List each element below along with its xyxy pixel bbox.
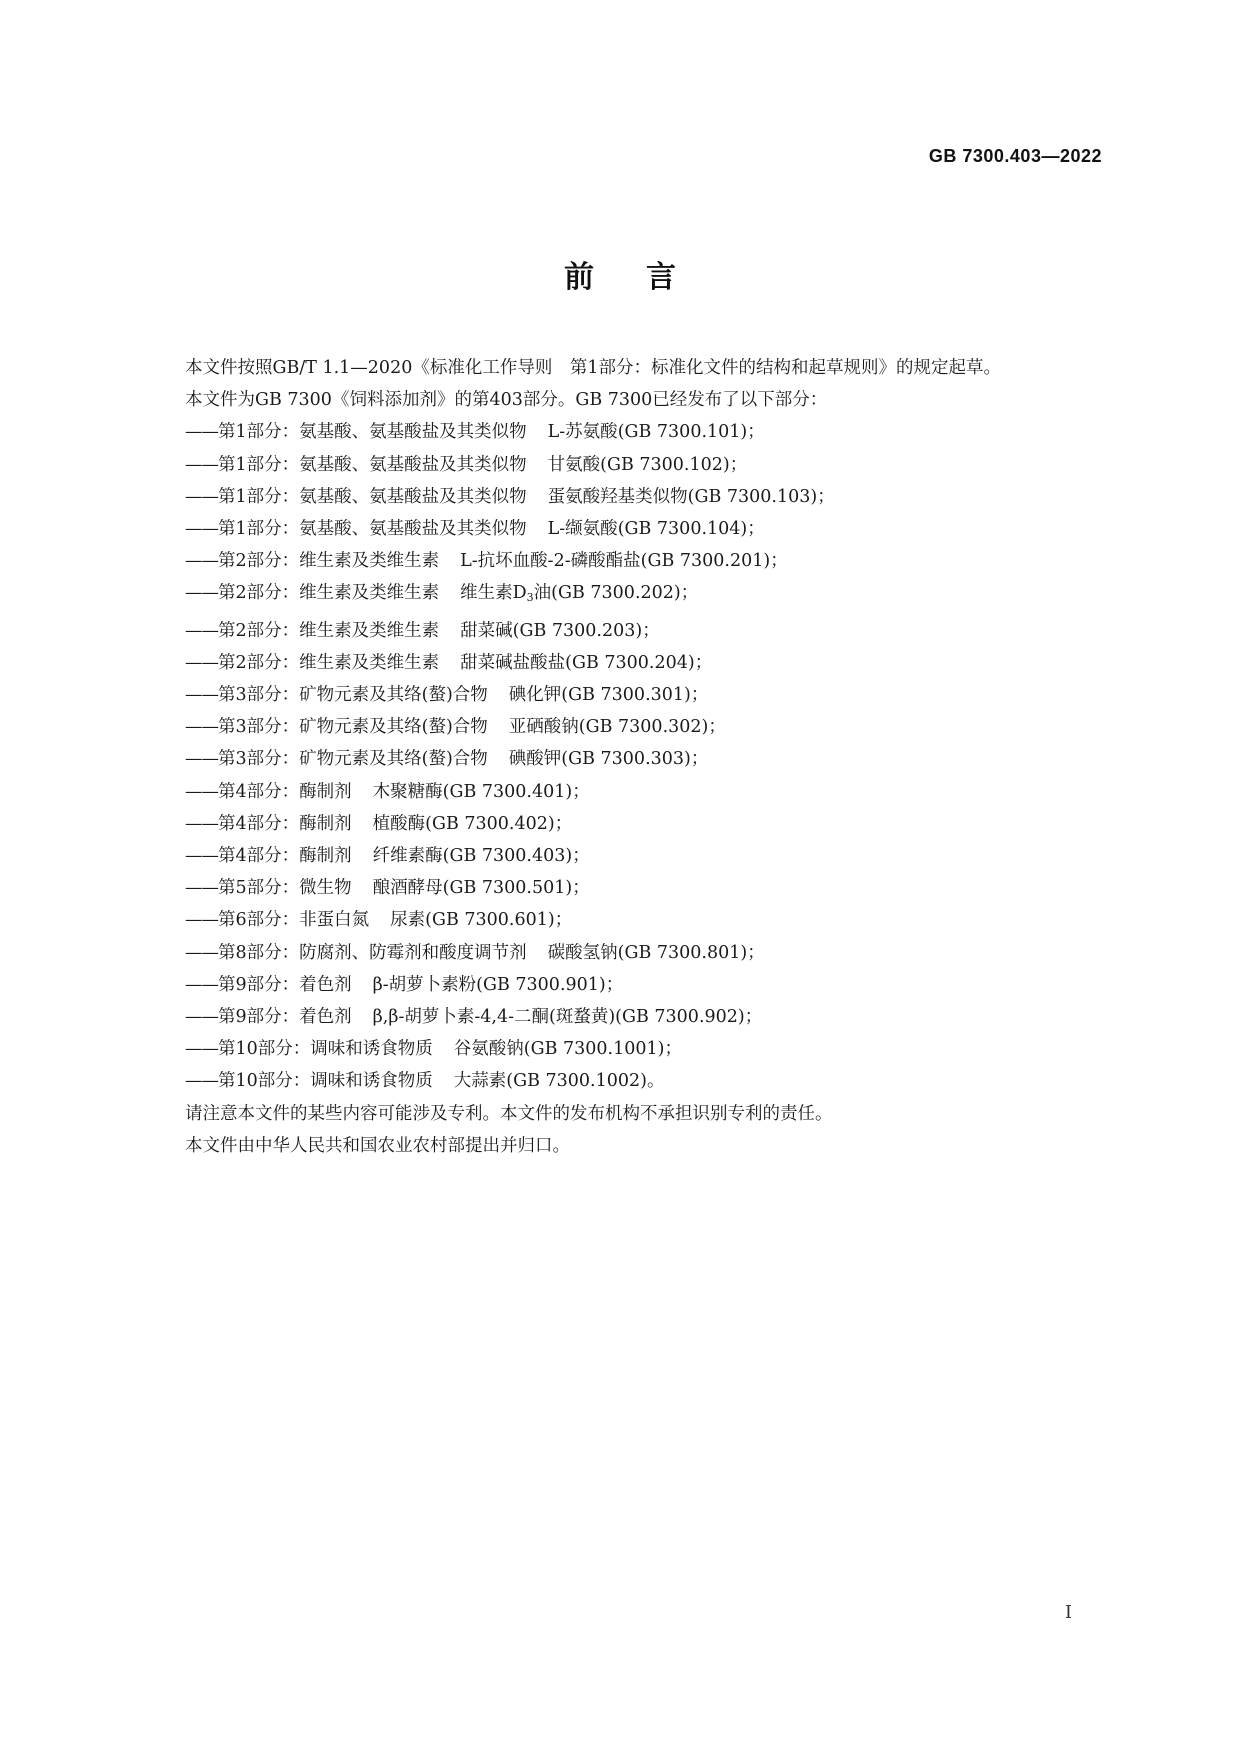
part-category: 第9部分：着色剂 xyxy=(218,1007,352,1028)
part-code: (GB 7300.103)； xyxy=(687,486,835,507)
part-name: 大蒜素 xyxy=(453,1071,507,1092)
part-code: (GB 7300.403)； xyxy=(442,846,590,867)
part-name: 谷氨酸钠 xyxy=(453,1039,524,1060)
list-item xyxy=(150,969,1100,1001)
list-dash: —— xyxy=(185,878,218,899)
list-dash: —— xyxy=(185,685,218,706)
list-item xyxy=(150,743,1100,775)
list-dash: —— xyxy=(185,813,218,834)
part-code: (GB 7300.501)； xyxy=(442,878,590,899)
part-category: 第2部分：维生素及类维生素 xyxy=(218,551,440,572)
part-name: 纤维素酶 xyxy=(372,846,443,867)
patent-notice-paragraph: 请注意本文件的某些内容可能涉及专利。本文件的发布机构不承担识别专利的责任。 xyxy=(185,1103,833,1124)
part-name: L-缬氨酸 xyxy=(547,519,618,540)
part-code: (GB 7300.1002)。 xyxy=(506,1071,665,1092)
part-category: 第3部分：矿物元素及其络(螯)合物 xyxy=(218,717,488,738)
part-code: (GB 7300.102)； xyxy=(600,454,748,475)
list-item xyxy=(150,679,1100,711)
part-category: 第2部分：维生素及类维生素 xyxy=(218,620,440,641)
part-name: β-胡萝卜素粉 xyxy=(372,974,477,995)
part-name: β,β-胡萝卜素-4,4-二酮(斑蝥黄) xyxy=(372,1007,616,1028)
part-category: 第4部分：酶制剂 xyxy=(218,781,352,802)
list-item xyxy=(150,872,1100,904)
list-dash: —— xyxy=(185,422,218,443)
part-name-prefix: 维生素D xyxy=(460,583,527,604)
list-item xyxy=(150,840,1100,872)
list-item xyxy=(150,577,1100,614)
list-item xyxy=(150,937,1100,969)
part-name: L-抗坏血酸-2-磷酸酯盐 xyxy=(460,551,641,572)
list-dash: —— xyxy=(185,519,218,540)
list-dash: —— xyxy=(185,781,218,802)
list-item xyxy=(150,711,1100,743)
list-dash: —— xyxy=(185,942,218,963)
list-dash: —— xyxy=(185,846,218,867)
part-name: 碘化钾 xyxy=(508,685,562,706)
series-statement-paragraph: 本文件为GB 7300《饲料添加剂》的第403部分。GB 7300已经发布了以下部分： xyxy=(185,390,828,411)
page-title: 前言 xyxy=(564,260,728,295)
list-dash: —— xyxy=(185,652,218,673)
part-code: (GB 7300.401)； xyxy=(442,781,590,802)
list-item xyxy=(150,904,1100,936)
part-name: 酿酒酵母 xyxy=(372,878,443,899)
part-name: 碳酸氢钠 xyxy=(547,942,618,963)
part-code: (GB 7300.601)； xyxy=(425,910,573,931)
drafting-rule-paragraph: 本文件按照GB/T 1.1—2020《标准化工作导则 第1部分：标准化文件的结构和起草规则》的规定起草。 xyxy=(185,358,1001,378)
part-category: 第8部分：防腐剂、防霉剂和酸度调节剂 xyxy=(218,942,527,963)
part-code: (GB 7300.204)； xyxy=(565,652,713,673)
part-code: (GB 7300.202)； xyxy=(551,583,699,604)
list-item xyxy=(150,513,1100,545)
list-dash: —— xyxy=(185,1039,218,1060)
proposer-paragraph: 本文件由中华人民共和国农业农村部提出并归口。 xyxy=(185,1135,570,1156)
part-name: 尿素 xyxy=(390,910,426,931)
part-category: 第3部分：矿物元素及其络(螯)合物 xyxy=(218,749,488,770)
list-dash: —— xyxy=(185,1071,218,1092)
part-code: (GB 7300.801)； xyxy=(617,942,765,963)
part-name-subscript: 3 xyxy=(526,591,534,605)
part-category: 第1部分：氨基酸、氨基酸盐及其类似物 xyxy=(218,519,527,540)
part-name: 植酸酶 xyxy=(372,813,426,834)
list-dash: —— xyxy=(185,974,218,995)
part-category: 第5部分：微生物 xyxy=(218,878,352,899)
list-dash: —— xyxy=(185,1007,218,1028)
list-dash: —— xyxy=(185,454,218,475)
part-category: 第1部分：氨基酸、氨基酸盐及其类似物 xyxy=(218,486,527,507)
part-name: 甜菜碱 xyxy=(460,620,513,641)
list-item xyxy=(150,1033,1100,1065)
part-name: 蛋氨酸羟基类似物 xyxy=(547,486,688,507)
part-code: (GB 7300.203)； xyxy=(512,620,660,641)
part-category: 第1部分：氨基酸、氨基酸盐及其类似物 xyxy=(218,454,527,475)
part-code: (GB 7300.101)； xyxy=(617,422,765,443)
part-code: (GB 7300.302)； xyxy=(578,717,726,738)
list-dash: —— xyxy=(185,551,218,572)
part-name: 碘酸钾 xyxy=(508,749,562,770)
part-category: 第6部分：非蛋白氮 xyxy=(218,910,370,931)
part-code: (GB 7300.201)； xyxy=(640,551,788,572)
page-number: I xyxy=(1064,1602,1072,1623)
part-code: (GB 7300.402)； xyxy=(425,813,573,834)
list-dash: —— xyxy=(185,910,218,931)
preface-body xyxy=(150,352,1100,1162)
list-dash: —— xyxy=(185,749,218,770)
part-code: (GB 7300.104)； xyxy=(617,519,765,540)
published-parts-list xyxy=(150,416,1100,1097)
list-item xyxy=(150,545,1100,577)
part-category: 第1部分：氨基酸、氨基酸盐及其类似物 xyxy=(218,422,527,443)
list-dash: —— xyxy=(185,717,218,738)
part-name: 甘氨酸 xyxy=(547,454,601,475)
list-item xyxy=(150,615,1100,647)
part-category: 第10部分：调味和诱食物质 xyxy=(218,1071,433,1092)
list-item xyxy=(150,1065,1100,1097)
part-category: 第2部分：维生素及类维生素 xyxy=(218,652,440,673)
list-item xyxy=(150,1001,1100,1033)
part-category: 第4部分：酶制剂 xyxy=(218,846,352,867)
part-name-suffix: 油 xyxy=(533,583,552,604)
part-name: 亚硒酸钠 xyxy=(508,717,579,738)
list-dash: —— xyxy=(185,486,218,507)
list-item xyxy=(150,647,1100,679)
part-code: (GB 7300.301)； xyxy=(561,685,709,706)
part-category: 第2部分：维生素及类维生素 xyxy=(218,583,440,604)
list-item xyxy=(150,416,1100,448)
part-category: 第9部分：着色剂 xyxy=(218,974,352,995)
part-code: (GB 7300.303)； xyxy=(561,749,709,770)
list-item xyxy=(150,808,1100,840)
list-item xyxy=(150,481,1100,513)
list-dash: —— xyxy=(185,620,218,641)
list-item xyxy=(150,449,1100,481)
part-code: (GB 7300.902)； xyxy=(615,1007,763,1028)
list-item xyxy=(150,776,1100,808)
part-code: (GB 7300.901)； xyxy=(476,974,624,995)
part-category: 第4部分：酶制剂 xyxy=(218,813,352,834)
standard-code: GB 7300.403—2022 xyxy=(928,146,1102,166)
list-dash: —— xyxy=(185,583,218,604)
part-name: 甜菜碱盐酸盐 xyxy=(460,652,566,673)
part-name: 木聚糖酶 xyxy=(372,781,443,802)
part-code: (GB 7300.1001)； xyxy=(523,1039,682,1060)
part-category: 第3部分：矿物元素及其络(螯)合物 xyxy=(218,685,488,706)
part-name: L-苏氨酸 xyxy=(547,422,618,443)
part-category: 第10部分：调味和诱食物质 xyxy=(218,1039,433,1060)
